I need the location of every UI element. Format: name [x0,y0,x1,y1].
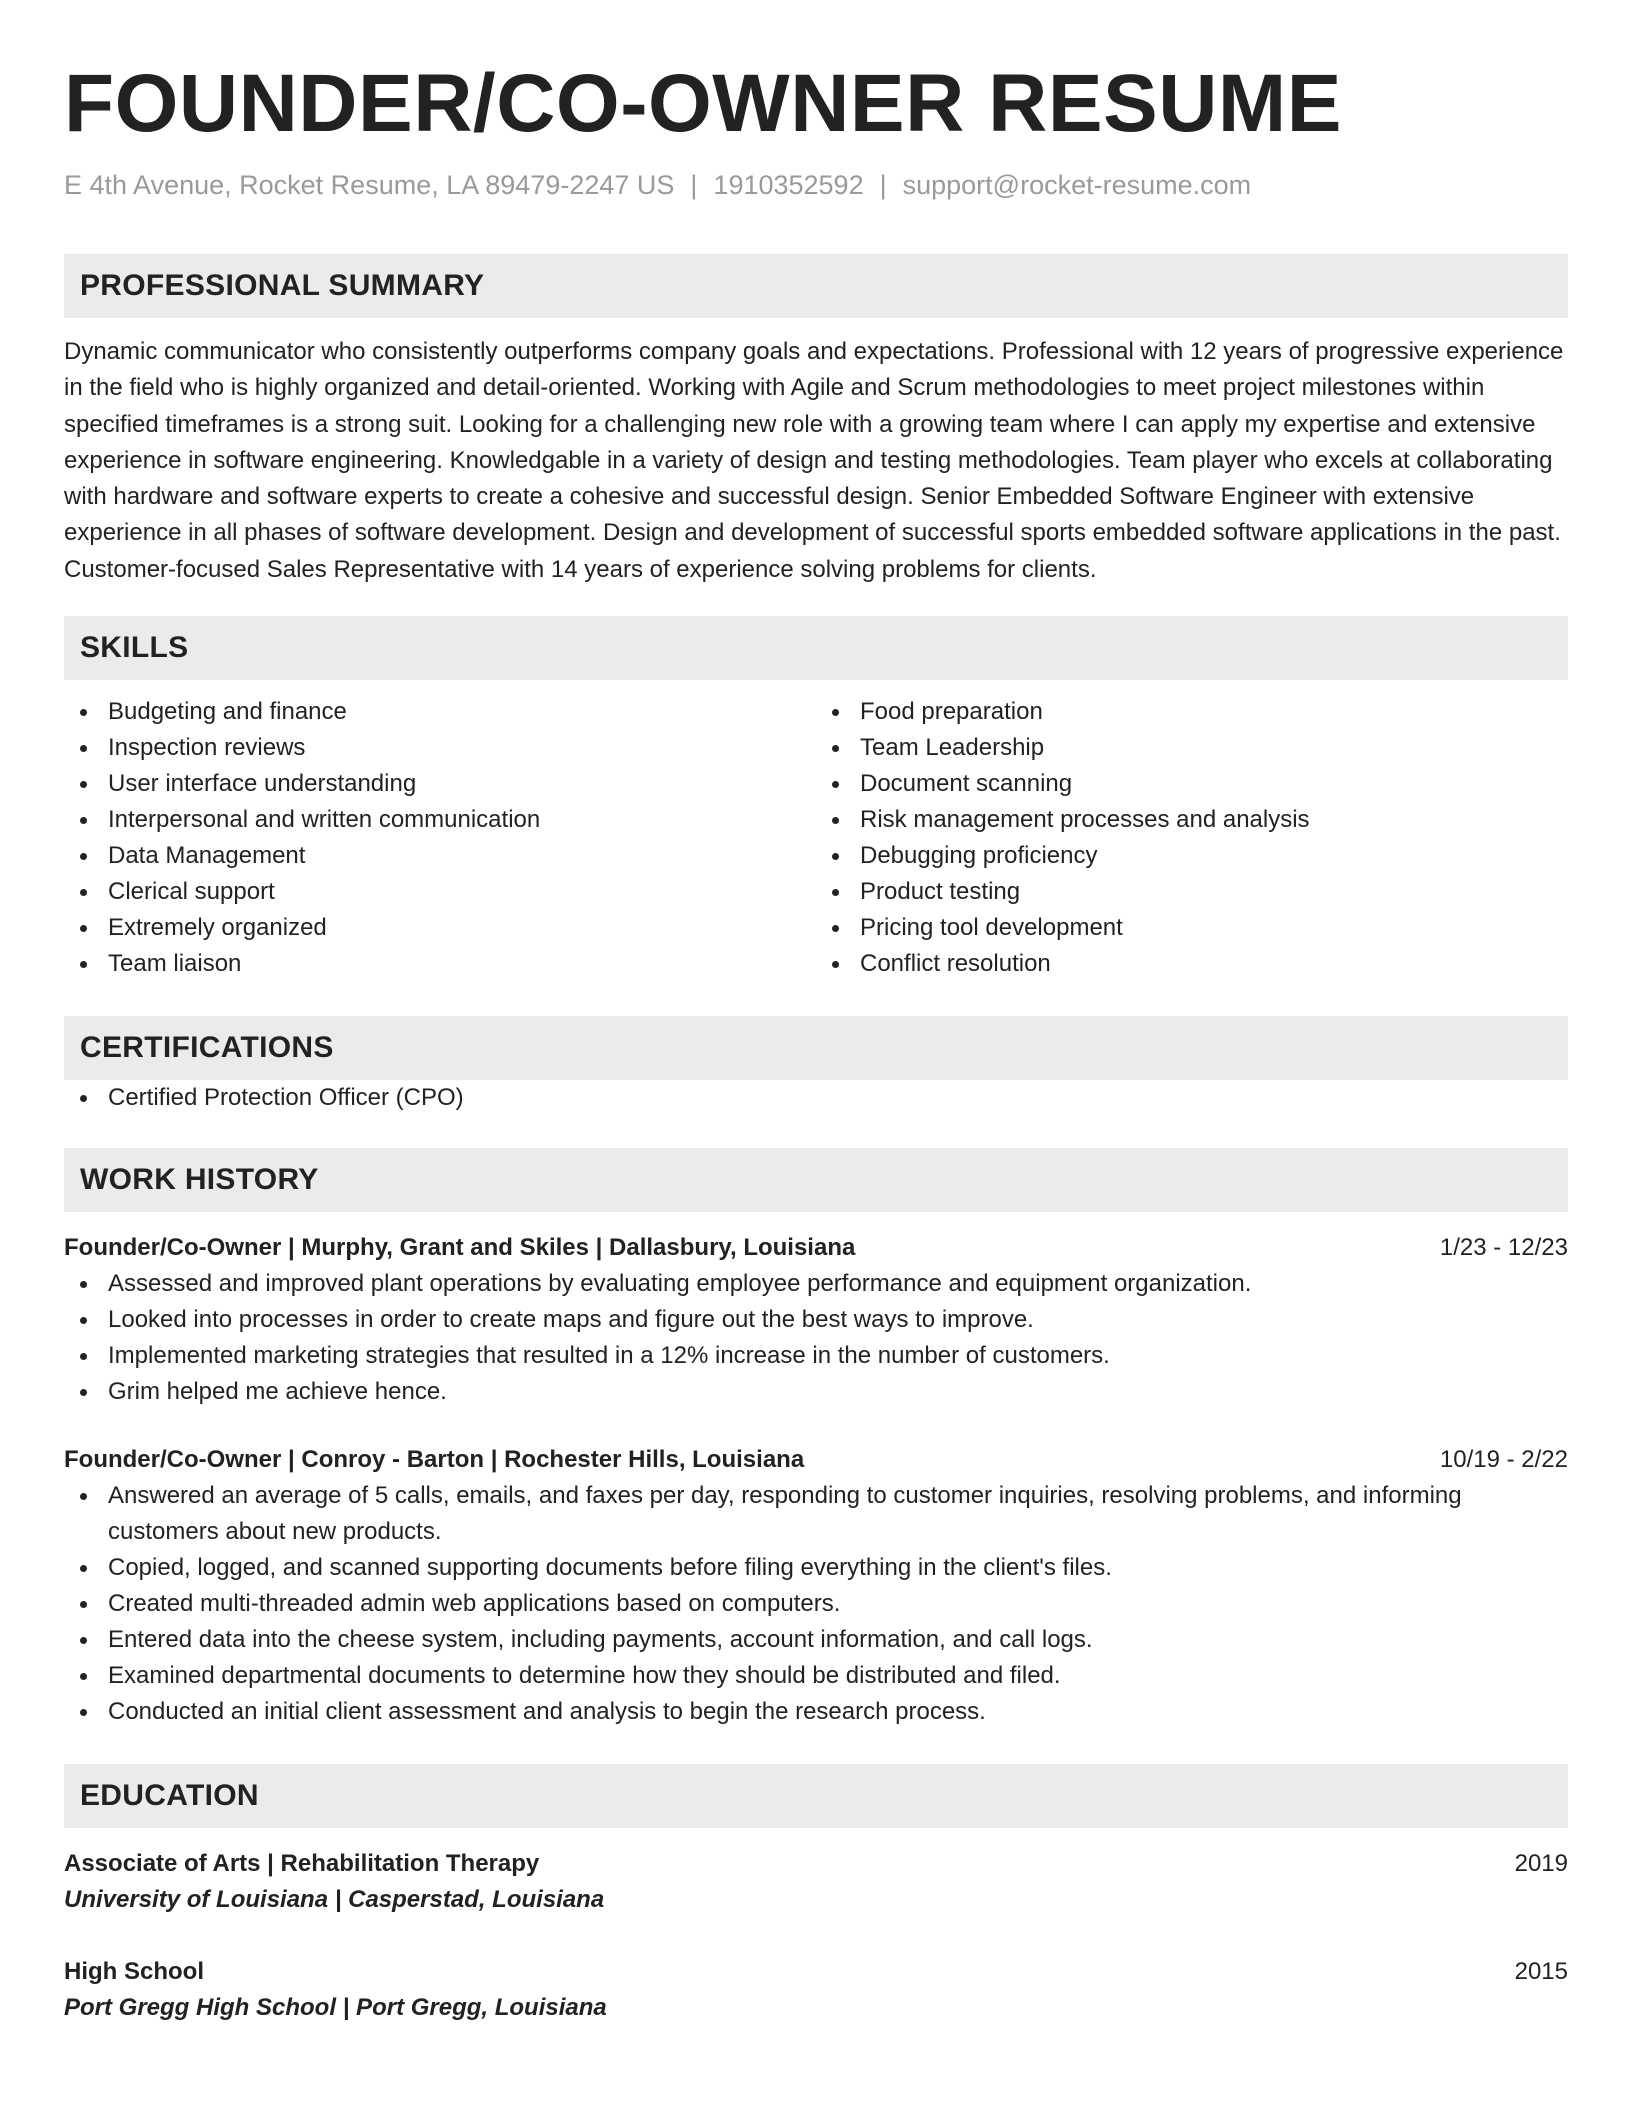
skill-item: Clerical support [64,874,816,910]
job-bullet: Grim helped me achieve hence. [64,1374,1568,1410]
education-degree: High School [64,1958,204,1986]
skill-item: Food preparation [816,694,1568,730]
education-school: Port Gregg High School | Port Gregg, Louisiana [64,1994,607,2022]
skill-item: Extremely organized [64,910,816,946]
job-bullet: Created multi-threaded admin web applications based on computers. [64,1586,1568,1622]
skill-item: Conflict resolution [816,946,1568,982]
skill-item: Risk management processes and analysis [816,802,1568,838]
job-bullet: Implemented marketing strategies that resulted in a 12% increase in the number of customers. [64,1338,1568,1374]
summary-text: Dynamic communicator who consistently outperforms company goals and expectations. Professional with 12 years of progressive experience in the field who is highly organized and detail-oriented. Working with Agile and Scrum methodologies to meet project milestones within specified timeframes is a strong suit. Looking for a challenging new role with a growing team where I can apply my expertise and extensive experience in software engineering. Knowledgable in a variety of design and testing methodologies. Team player who excels at collaborating with hardware and software experts to create a cohesive and successful design. Senior Embedded Software Engineer with extensive experience in all phases of software development. Design and development of successful sports embedded software applications in the past. Customer-focused Sales Representative with 14 years of experience solving problems for clients. [64,338,1564,583]
skill-item: Inspection reviews [64,730,816,766]
contact-email: support@rocket-resume.com [902,170,1252,200]
education-entry [64,1846,1568,1918]
job-bullet: Conducted an initial client assessment and analysis to begin the research process. [64,1694,1568,1730]
education-degree: Associate of Arts | Rehabilitation Therapy [64,1850,540,1878]
job-entry [64,1230,1568,1410]
work-history-section-header: WORK HISTORY [64,1148,1568,1212]
job-header [64,1442,1568,1478]
job-bullet: Copied, logged, and scanned supporting documents before filing everything in the client's files. [64,1550,1568,1586]
certification-item: Certified Protection Officer (CPO) [64,1080,1568,1116]
job-dates: 1/23 - 12/23 [1439,1234,1568,1262]
job-bullet: Entered data into the cheese system, including payments, account information, and call logs. [64,1622,1568,1658]
skill-item: Interpersonal and written communication [64,802,816,838]
education-header [64,1846,1568,1882]
contact-line [64,168,1568,202]
job-bullet: Assessed and improved plant operations by evaluating employee performance and equipment organization. [64,1266,1568,1302]
skills-grid [64,694,1568,982]
skill-item: Team Leadership [816,730,1568,766]
skill-item: Product testing [816,874,1568,910]
job-bullet-list [64,1478,1568,1730]
education-year: 2019 [1514,1850,1568,1878]
resume-title: FOUNDER/CO-OWNER RESUME [64,58,1342,149]
skill-item: Budgeting and finance [64,694,816,730]
job-title: Founder/Co-Owner | Conroy - Barton | Rochester Hills, Louisiana [64,1446,805,1474]
job-bullet: Looked into processes in order to create maps and figure out the best ways to improve. [64,1302,1568,1338]
skills-column-right [816,694,1568,982]
skill-item: Team liaison [64,946,816,982]
job-title: Founder/Co-Owner | Murphy, Grant and Skiles | Dallasbury, Louisiana [64,1234,856,1262]
skill-item: Debugging proficiency [816,838,1568,874]
skill-item: User interface understanding [64,766,816,802]
job-bullet: Examined departmental documents to determine how they should be distributed and filed. [64,1658,1568,1694]
education-entry [64,1954,1568,2026]
contact-phone: 1910352592 [713,170,864,200]
skill-item: Pricing tool development [816,910,1568,946]
education-school: University of Louisiana | Casperstad, Louisiana [64,1886,605,1914]
job-bullet-list [64,1266,1568,1410]
contact-separator: | [690,170,698,200]
contact-separator: | [879,170,887,200]
skill-item: Document scanning [816,766,1568,802]
job-entry [64,1442,1568,1730]
summary-section-header: PROFESSIONAL SUMMARY [64,254,1568,318]
job-header [64,1230,1568,1266]
skills-column-left [64,694,816,982]
education-year: 2015 [1514,1958,1568,1986]
skill-item: Data Management [64,838,816,874]
job-bullet: Answered an average of 5 calls, emails, and faxes per day, responding to customer inquiries, resolving problems, and informing customers about new products. [64,1478,1568,1550]
job-dates: 10/19 - 2/22 [1439,1446,1568,1474]
contact-address: E 4th Avenue, Rocket Resume, LA 89479-2247 US [64,170,675,200]
education-section-header: EDUCATION [64,1764,1568,1828]
certifications-section-header: CERTIFICATIONS [64,1016,1568,1080]
education-header [64,1954,1568,1990]
skills-section-header: SKILLS [64,616,1568,680]
certifications-list [64,1080,1568,1116]
